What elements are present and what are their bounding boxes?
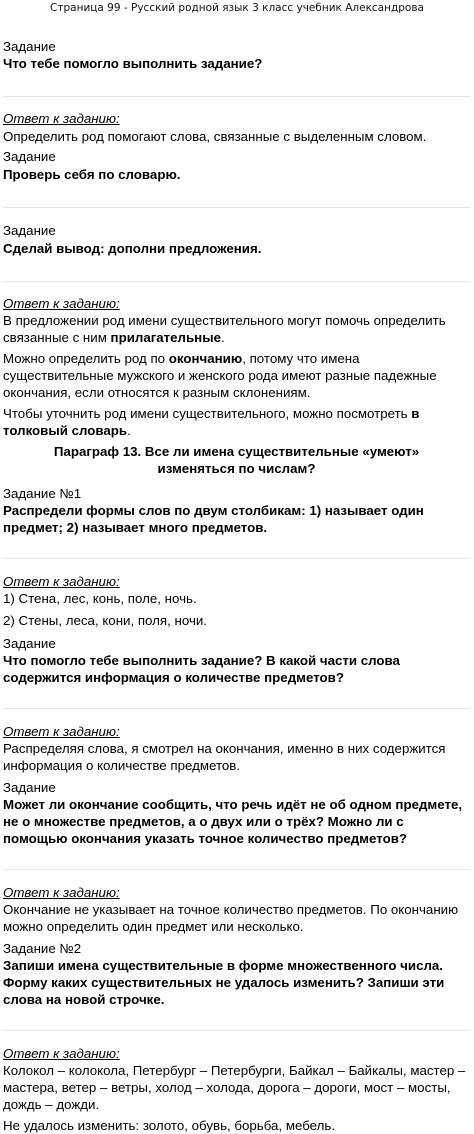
answer-text: Чтобы уточнить род имени существительного, можно посмотреть xyxy=(3,406,412,421)
answer-text: Распределяя слова, я смотрел на окончания, именно в них содержится информация о количестве предметов. xyxy=(3,741,446,773)
task-block-7 xyxy=(3,935,470,1134)
task-label: Задание №1 xyxy=(3,486,82,501)
answer-label: Ответ к заданию: xyxy=(3,111,120,126)
answer-text-2: Не удалось изменить: золото, обувь, борьба, мебель. xyxy=(3,1118,336,1133)
answer-label: Ответ к заданию: xyxy=(3,724,120,739)
page-header-title: Страница 99 - Русский родной язык 3 класс учебник Александрова xyxy=(50,2,424,14)
task-label: Задание xyxy=(3,780,56,795)
section-title: Параграф 13. Все ли имена существительные «умеют» изменяться по числам? xyxy=(53,444,420,476)
answer-label: Ответ к заданию: xyxy=(3,885,120,900)
answer-paragraph-3 xyxy=(3,405,470,439)
answer-text: Окончание не указывает на точное количество предметов. По окончанию можно определить один предмет или несколько. xyxy=(3,902,459,934)
separator xyxy=(3,869,470,870)
answer-text-end: , потому что имена существительные мужского и женского рода имеют разные падежные окончания, если относятся к разным склонениям. xyxy=(3,351,437,400)
answer-line-2: 2) Стены, леса, кони, поля, ночи. xyxy=(3,613,207,628)
answer-bold-word: в толковый словарь xyxy=(3,406,420,438)
task-text: Что помогло тебе выполнить задание? В какой части слова содержится информация о количестве предметов? xyxy=(3,653,400,685)
task-block-4 xyxy=(3,477,470,629)
separator xyxy=(3,1030,470,1031)
separator xyxy=(3,708,470,709)
answer-text-end: . xyxy=(220,330,225,345)
answer-label: Ответ к заданию: xyxy=(3,296,120,311)
task-label: Задание xyxy=(3,39,56,54)
task-text: Может ли окончание сообщить, что речь идёт не об одном предмете, не о множестве предметов, а о двух или о трёх? Можно ли с помощью окончания указать точное количество предметов? xyxy=(3,797,463,846)
task-label: Задание xyxy=(3,149,56,164)
task-block-1 xyxy=(3,15,470,145)
task-text: Проверь себя по словарю. xyxy=(3,167,181,182)
separator xyxy=(3,558,470,559)
task-block-2 xyxy=(3,145,470,208)
document-content xyxy=(0,15,474,1134)
page-header xyxy=(0,0,474,15)
answer-line-1: 1) Стена, лес, конь, поле, ночь. xyxy=(3,591,197,606)
task-label: Задание xyxy=(3,223,56,238)
separator xyxy=(3,281,470,282)
task-block-5 xyxy=(3,629,470,774)
answer-bold-word: прилагательные xyxy=(110,330,221,345)
answer-paragraph-1 xyxy=(3,312,470,346)
task-text: Сделай вывод: дополни предложения. xyxy=(3,241,262,256)
task-text: Распредели формы слов по двум столбикам: 1) называет один предмет; 2) называет много предметов. xyxy=(3,503,424,535)
answer-text-end: . xyxy=(127,423,131,438)
answer-text: Определить род помогают слова, связанные с выделенным словом. xyxy=(3,129,427,144)
answer-text: Можно определить род по xyxy=(3,351,169,366)
task-label: Задание №2 xyxy=(3,941,82,956)
answer-label: Ответ к заданию: xyxy=(3,1046,120,1061)
answer-label: Ответ к заданию: xyxy=(3,574,120,589)
answer-paragraph-2 xyxy=(3,350,470,401)
answer-text: В предложении род имени существительного могут помочь определить связанные с ним xyxy=(3,313,446,345)
separator xyxy=(3,96,470,97)
answer-text: Колокол – колокола, Петербург – Петербурги, Байкал – Байкалы, мастер – мастера, ветер – ветры, холод – холода, дорога – дороги, мост – мосты, дождь – дожди. xyxy=(3,1063,466,1112)
task-text: Что тебе помогло выполнить задание? xyxy=(3,56,263,71)
task-label: Задание xyxy=(3,636,56,651)
task-block-6 xyxy=(3,774,470,935)
answer-bold-word: окончанию xyxy=(168,351,243,366)
task-text: Запиши имена существительные в форме множественного числа. Форму каких существительных не удалось изменить? Запиши эти слова на новой строчке. xyxy=(3,958,445,1007)
task-block-3 xyxy=(3,208,470,439)
